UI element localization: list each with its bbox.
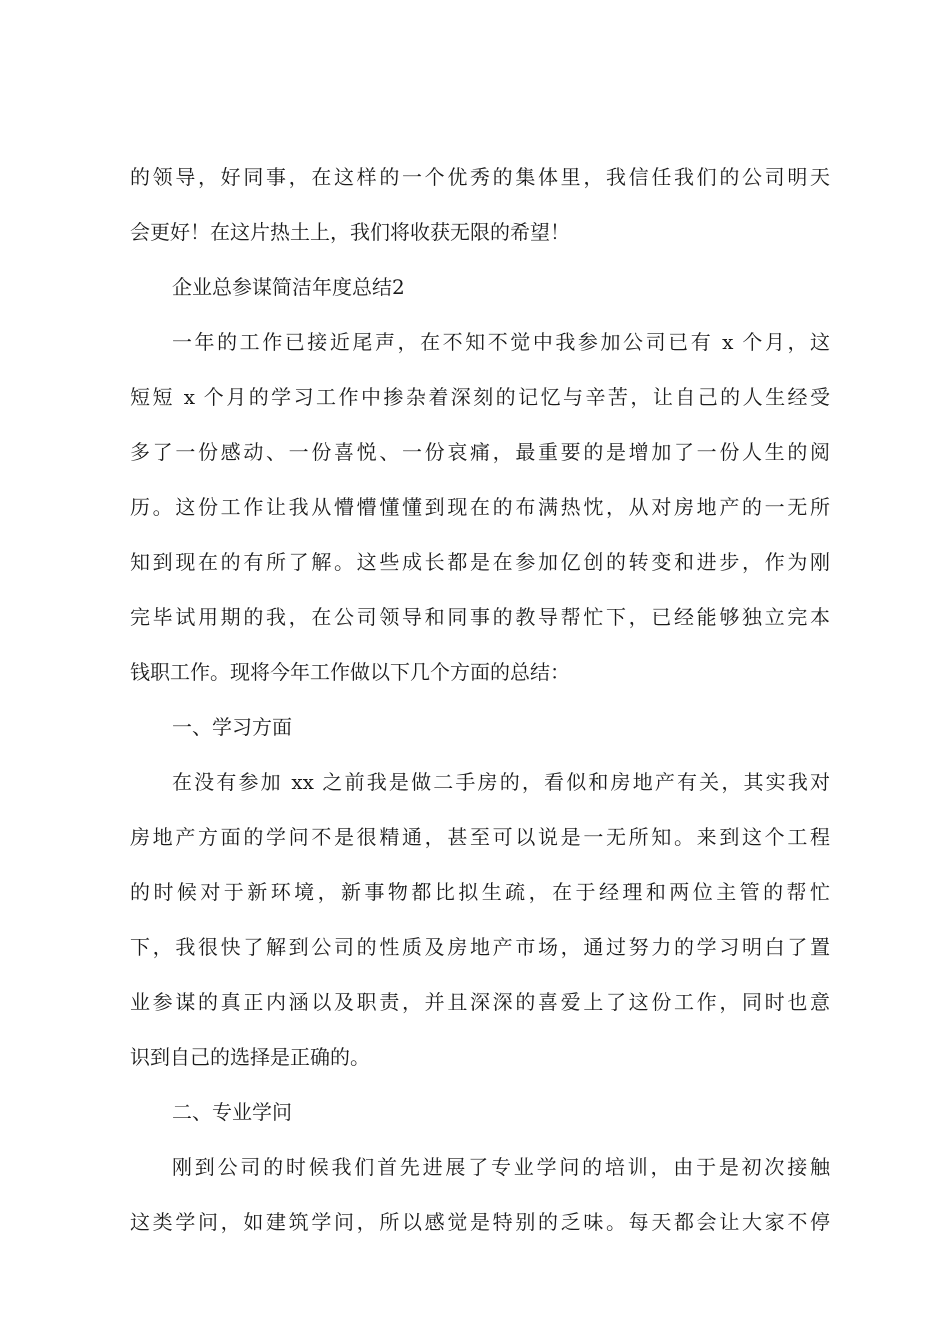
section-heading: 二、专业学问 (172, 1100, 292, 1124)
document-body (130, 150, 830, 1250)
text-line: 业参谋的真正内涵以及职责，并且深深的喜爱上了这份工作，同时也意 (130, 990, 830, 1014)
section-heading: 一、学习方面 (172, 715, 292, 739)
text-line: 会更好！在这片热土上，我们将收获无限的希望！ (130, 220, 570, 244)
text-line: 的时候对于新环境，新事物都比拟生疏，在于经理和两位主管的帮忙 (130, 880, 830, 904)
text-line: 多了一份感动、一份喜悦、一份哀痛，最重要的是增加了一份人生的阅 (130, 440, 830, 464)
text-line: 的领导，好同事，在这样的一个优秀的集体里，我信任我们的公司明天 (130, 165, 830, 189)
text-line: 一年的工作已接近尾声，在不知不觉中我参加公司已有 x 个月，这 (172, 330, 830, 354)
text-line: 短短 x 个月的学习工作中掺杂着深刻的记忆与辛苦，让自己的人生经受 (130, 385, 830, 409)
text-line: 知到现在的有所了解。这些成长都是在参加亿创的转变和进步，作为刚 (130, 550, 830, 574)
text-line: 识到自己的选择是正确的。 (130, 1045, 370, 1069)
text-line: 房地产方面的学问不是很精通，甚至可以说是一无所知。来到这个工程 (130, 825, 830, 849)
text-line: 历。这份工作让我从懵懵懂懂到现在的布满热忱，从对房地产的一无所 (130, 495, 830, 519)
text-line: 下，我很快了解到公司的性质及房地产市场，通过努力的学习明白了置 (130, 935, 830, 959)
text-line: 刚到公司的时候我们首先进展了专业学问的培训，由于是初次接触 (172, 1155, 830, 1179)
section-heading: 企业总参谋简洁年度总结2 (172, 275, 405, 299)
text-line: 在没有参加 xx 之前我是做二手房的，看似和房地产有关，其实我对 (172, 770, 830, 794)
text-line: 钱职工作。现将今年工作做以下几个方面的总结： (130, 660, 570, 684)
text-line: 这类学问，如建筑学问，所以感觉是特别的乏味。每天都会让大家不停 (130, 1210, 830, 1234)
text-line: 完毕试用期的我，在公司领导和同事的教导帮忙下，已经能够独立完本 (130, 605, 830, 629)
